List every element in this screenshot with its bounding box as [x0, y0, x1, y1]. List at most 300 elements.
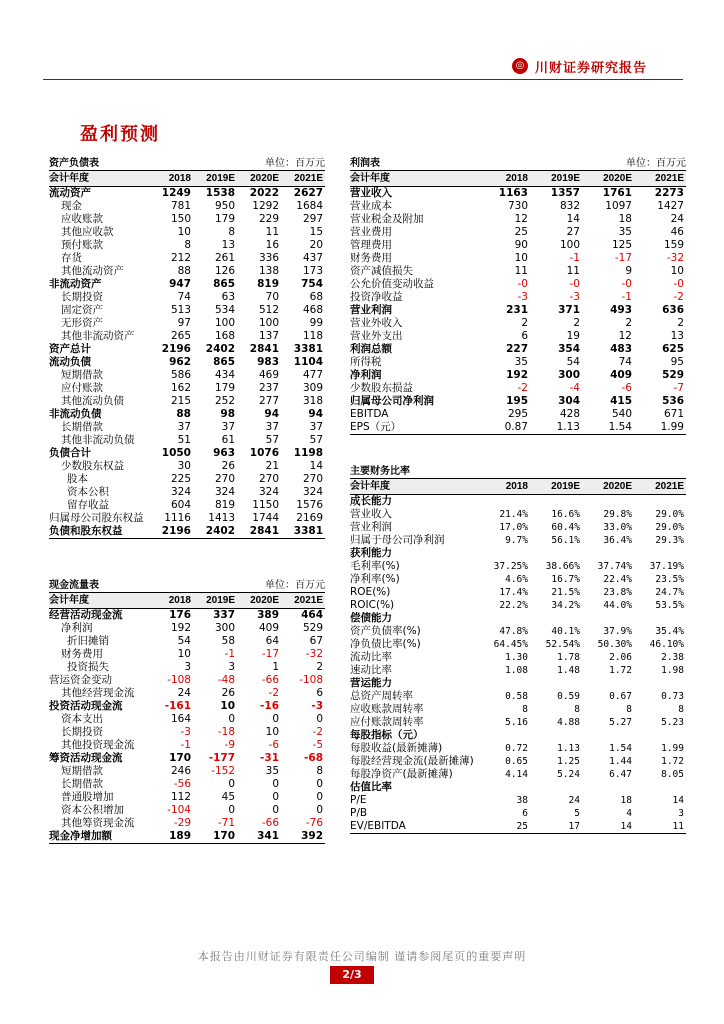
cell-value: [634, 612, 686, 625]
cell-value: 74: [618, 356, 632, 368]
brand-title: 川财证券研究报告: [535, 61, 648, 76]
cell-value: 8: [184, 239, 191, 251]
table-row: [49, 765, 325, 778]
cell-value: 100: [214, 317, 236, 329]
row-label: 营业费用: [350, 226, 392, 238]
cell-value: -0: [517, 278, 528, 290]
cell-value: 1.99: [661, 743, 684, 754]
cell-value: 2402: [193, 525, 237, 539]
cell-value: 8: [678, 704, 684, 715]
row-label: 非流动负债: [49, 408, 102, 420]
row-label: 财务费用: [350, 252, 392, 264]
table-row: [350, 278, 686, 291]
cell-value: 24: [568, 795, 580, 806]
section-title: 盈利预测: [80, 124, 160, 145]
table-row: [49, 778, 325, 791]
cell-value: 30: [177, 460, 191, 472]
table-row: [49, 395, 325, 408]
cell-value: 295: [507, 408, 528, 420]
cell-value: 1292: [252, 200, 280, 212]
table-row: [350, 330, 686, 343]
cell-value: 318: [302, 395, 324, 407]
cell-value: 336: [258, 252, 280, 264]
column-header-year: 2018: [149, 593, 193, 609]
row-label: 其他非流动资产: [61, 330, 135, 342]
cell-value: [478, 547, 530, 560]
table-unit: 单位：百万元: [237, 157, 325, 171]
cell-value: 17.4%: [499, 587, 528, 598]
cell-value: -108: [299, 674, 324, 686]
cell-value: 2273: [654, 187, 684, 199]
cell-value: 8: [626, 704, 632, 715]
cell-value: [478, 781, 530, 794]
row-label: 营业成本: [350, 200, 392, 212]
cell-value: 513: [170, 304, 191, 316]
cell-value: 865: [213, 278, 236, 290]
cell-value: 754: [301, 278, 324, 290]
column-header-label: 会计年度: [350, 479, 478, 495]
table-row: [350, 807, 686, 820]
row-label: 营运能力: [350, 677, 392, 689]
cell-value: 60.4%: [551, 522, 580, 533]
cell-value: 24: [177, 687, 191, 699]
table-row: [49, 791, 325, 804]
row-label: EBITDA: [350, 408, 389, 420]
table-title: 现金流量表: [49, 579, 237, 593]
cell-value: 819: [214, 499, 236, 511]
cell-value: 0: [272, 713, 280, 725]
cell-value: 1.30: [505, 652, 528, 663]
cell-value: 434: [214, 369, 236, 381]
cell-value: 5.24: [557, 769, 580, 780]
cell-value: 14: [566, 213, 580, 225]
header-divider: [43, 79, 683, 80]
cell-value: -29: [173, 817, 191, 829]
cell-value: 26: [221, 687, 236, 699]
column-header-year: 2020E: [582, 171, 634, 187]
cell-value: 100: [559, 239, 580, 251]
cell-value: 54: [566, 356, 580, 368]
row-label: 经营活动现金流: [49, 609, 123, 621]
cell-value: -1: [569, 252, 580, 264]
cell-value: 671: [663, 408, 684, 420]
table-row: [49, 447, 325, 460]
cell-value: 2841: [237, 525, 281, 539]
cell-value: 512: [258, 304, 280, 316]
row-label: 资本公积: [67, 486, 109, 498]
cell-value: 819: [257, 278, 280, 290]
cell-value: 428: [559, 408, 580, 420]
cell-value: 1116: [164, 512, 191, 524]
cell-value: 0: [272, 778, 280, 790]
cell-value: 88: [176, 408, 191, 420]
row-label: 净利润: [350, 369, 382, 381]
cell-value: [582, 547, 634, 560]
row-label: 营业外收入: [350, 317, 403, 329]
table-row: [49, 265, 325, 278]
cell-value: 17: [530, 820, 582, 834]
table-row: [350, 638, 686, 651]
cell-value: 176: [169, 609, 191, 621]
cell-value: 6: [521, 330, 528, 342]
cell-value: 13: [221, 239, 236, 251]
cell-value: [634, 677, 686, 690]
table-row: [350, 703, 686, 716]
cell-value: 0.73: [661, 691, 684, 702]
cell-value: 52.54%: [545, 639, 580, 650]
cell-value: -152: [211, 765, 236, 777]
row-label: 其他流动负债: [61, 395, 124, 407]
cell-value: 3381: [281, 525, 325, 539]
table-row: [49, 226, 325, 239]
cell-value: [582, 612, 634, 625]
row-label: 短期借款: [61, 765, 103, 777]
table-row: [350, 534, 686, 547]
cell-value: -1: [224, 648, 236, 660]
column-header-year: 2021E: [634, 171, 686, 187]
cell-value: 4.88: [557, 717, 580, 728]
row-label: 归属母公司股东权益: [49, 512, 144, 524]
cell-value: 12: [618, 330, 632, 342]
row-label: 营业收入: [350, 187, 392, 199]
cell-value: 24: [670, 213, 684, 225]
row-label: EV/EBITDA: [350, 820, 478, 834]
cell-value: 11: [566, 265, 580, 277]
cell-value: 0.72: [505, 743, 528, 754]
row-label: 股本: [67, 473, 88, 485]
cell-value: -16: [260, 700, 280, 712]
cell-value: 8: [316, 765, 324, 777]
cell-value: -76: [305, 817, 324, 829]
cell-value: 1104: [293, 356, 324, 368]
cell-value: 44.0%: [603, 600, 632, 611]
cell-value: 0.59: [557, 691, 580, 702]
table-row: [49, 369, 325, 382]
row-label: 现金: [61, 200, 82, 212]
table-row: [350, 508, 686, 521]
cell-value: [478, 677, 530, 690]
table-row: [350, 421, 686, 435]
row-label: 归属母公司净利润: [350, 395, 434, 407]
cell-value: 1576: [296, 499, 324, 511]
row-label: 偿债能力: [350, 612, 392, 624]
cell-value: -0: [673, 278, 684, 290]
cell-value: -3: [180, 726, 191, 738]
cell-value: [530, 677, 582, 690]
cell-value: 324: [170, 486, 191, 498]
cell-value: 90: [514, 239, 528, 251]
cell-value: 1.44: [609, 756, 632, 767]
cell-value: -48: [217, 674, 236, 686]
cell-value: -32: [666, 252, 684, 264]
cell-value: 2169: [296, 512, 324, 524]
cell-value: 529: [662, 369, 684, 381]
row-label: P/B: [350, 807, 368, 819]
row-label: 其他经营现金流: [61, 687, 135, 699]
cell-value: 23.8%: [603, 587, 632, 598]
table-row: [49, 252, 325, 265]
cell-value: 468: [302, 304, 324, 316]
cell-value: -5: [312, 739, 324, 751]
row-label: 应收账款: [61, 213, 103, 225]
table-row: [49, 187, 325, 201]
cell-value: 2: [625, 317, 632, 329]
cell-value: [582, 729, 634, 742]
cell-value: 3: [228, 661, 236, 673]
cell-value: 14: [672, 795, 684, 806]
cell-value: 126: [214, 265, 236, 277]
cell-value: 18: [620, 795, 632, 806]
table-row: [49, 674, 325, 687]
cell-value: 415: [610, 395, 632, 407]
cell-value: 625: [662, 343, 684, 355]
row-label: 资产负债率(%): [350, 625, 421, 637]
table-row: [350, 343, 686, 356]
table-row: [350, 586, 686, 599]
row-label: 营业利润: [350, 304, 392, 316]
cell-value: 37.19%: [649, 561, 684, 572]
cell-value: 99: [309, 317, 324, 329]
cell-value: 29.3%: [655, 535, 684, 546]
cell-value: 1.54: [582, 421, 634, 435]
column-header-year: 2021E: [281, 593, 325, 609]
cell-value: 58: [221, 635, 236, 647]
table-row: [49, 609, 325, 623]
column-header-year: 2019E: [530, 171, 582, 187]
row-label: EPS（元）: [350, 421, 478, 435]
cell-value: 2022: [249, 187, 280, 199]
cell-value: -3: [569, 291, 580, 303]
table-row: [49, 421, 325, 434]
cell-value: 1.25: [557, 756, 580, 767]
cell-value: 61: [221, 434, 236, 446]
table-row: [350, 625, 686, 638]
cell-value: 947: [169, 278, 191, 290]
cell-value: 29.0%: [655, 522, 684, 533]
row-label: 长期投资: [61, 726, 103, 738]
row-label: 所得税: [350, 356, 382, 368]
row-label: 应收账款周转率: [350, 703, 424, 715]
cell-value: 261: [214, 252, 236, 264]
row-label: 筹资活动现金流: [49, 752, 123, 764]
cell-value: 300: [558, 369, 580, 381]
table-row: [350, 239, 686, 252]
cell-value: -0: [621, 278, 632, 290]
row-label: 非流动资产: [49, 278, 102, 290]
row-label: 预付账款: [61, 239, 103, 251]
column-header-year: 2021E: [281, 171, 325, 187]
row-label: 速动比率: [350, 664, 392, 676]
cell-value: [634, 495, 686, 509]
cell-value: 64: [265, 635, 280, 647]
row-label: 总资产周转率: [350, 690, 413, 702]
cell-value: -1: [180, 739, 191, 751]
table-title: 利润表: [350, 157, 582, 171]
cell-value: -104: [167, 804, 191, 816]
cell-value: 2: [316, 661, 324, 673]
cell-value: 192: [170, 622, 191, 634]
cell-value: 13: [670, 330, 684, 342]
row-label: 流动资产: [49, 187, 91, 199]
table-row: [350, 716, 686, 729]
row-label: 折旧摊销: [67, 635, 109, 647]
cell-value: 409: [258, 622, 280, 634]
table-row: [350, 794, 686, 807]
cell-value: 16.6%: [551, 509, 580, 520]
cell-value: 1.13: [557, 743, 580, 754]
cell-value: 51: [177, 434, 191, 446]
row-label: 利润总额: [350, 343, 392, 355]
cell-value: 19: [566, 330, 580, 342]
cell-value: 270: [214, 473, 236, 485]
row-label: 短期借款: [61, 369, 103, 381]
cell-value: 1357: [550, 187, 580, 199]
cell-value: 27: [566, 226, 580, 238]
cell-value: 950: [214, 200, 236, 212]
table-row: [350, 768, 686, 781]
cell-value: 57: [265, 434, 280, 446]
cell-value: 100: [258, 317, 280, 329]
cell-value: [478, 495, 530, 509]
balance-sheet-table: [49, 157, 325, 539]
table-row: [49, 661, 325, 674]
row-label: 资本公积增加: [61, 804, 124, 816]
table-row: [350, 651, 686, 664]
row-label: 获利能力: [350, 547, 392, 559]
table-row: [350, 690, 686, 703]
cell-value: 94: [308, 408, 324, 420]
cell-value: 1.72: [609, 665, 632, 676]
cell-value: 212: [170, 252, 191, 264]
cell-value: -56: [173, 778, 191, 790]
cell-value: 37: [265, 421, 280, 433]
row-label: 资产减值损失: [350, 265, 413, 277]
table-unit: 单位：百万元: [582, 157, 686, 171]
cell-value: 22.4%: [603, 574, 632, 585]
cell-value: 162: [170, 382, 191, 394]
cell-value: -2: [268, 687, 280, 699]
cell-value: 50.30%: [597, 639, 632, 650]
cell-value: -66: [261, 817, 280, 829]
cash-flow-table: [49, 579, 325, 844]
table-row: [350, 356, 686, 369]
cell-value: 6.47: [609, 769, 632, 780]
table-row: [350, 664, 686, 677]
cell-value: 252: [214, 395, 236, 407]
cell-value: 1076: [249, 447, 280, 459]
cell-value: 74: [177, 291, 191, 303]
cell-value: 138: [258, 265, 280, 277]
table-row: [49, 343, 325, 356]
table-row: [350, 781, 686, 794]
cell-value: 33.0%: [603, 522, 632, 533]
row-label: 存货: [61, 252, 82, 264]
table-row: [350, 291, 686, 304]
cell-value: 1.72: [661, 756, 684, 767]
cell-value: 179: [214, 382, 236, 394]
cell-value: 125: [611, 239, 632, 251]
row-label: 毛利率(%): [350, 560, 400, 572]
table-row: [350, 213, 686, 226]
row-label: P/E: [350, 794, 367, 806]
column-header-year: 2019E: [193, 593, 237, 609]
cell-value: [530, 495, 582, 509]
cell-value: 2: [573, 317, 580, 329]
table-row: [49, 200, 325, 213]
cell-value: -68: [304, 752, 324, 764]
cell-value: 1198: [293, 447, 324, 459]
cell-value: 12: [514, 213, 528, 225]
cell-value: 118: [302, 330, 324, 342]
cell-value: 324: [258, 486, 280, 498]
row-label: 营业收入: [350, 508, 392, 520]
cell-value: -6: [621, 382, 632, 394]
cell-value: 215: [170, 395, 191, 407]
cell-value: -18: [217, 726, 236, 738]
cell-value: 237: [258, 382, 280, 394]
table-row: [350, 408, 686, 421]
table-row: [49, 525, 325, 539]
cell-value: 8: [522, 704, 528, 715]
table-row: [49, 622, 325, 635]
column-header-label: 会计年度: [350, 171, 478, 187]
table-row: [350, 612, 686, 625]
cell-value: 354: [558, 343, 580, 355]
cell-value: 150: [170, 213, 191, 225]
row-label: 净利润: [61, 622, 93, 634]
table-row: [350, 369, 686, 382]
cell-value: 477: [302, 369, 324, 381]
cell-value: 0: [228, 804, 236, 816]
cell-value: 17.0%: [499, 522, 528, 533]
column-header-label: 会计年度: [49, 171, 149, 187]
row-label: 其他流动资产: [61, 265, 124, 277]
cell-value: 10: [265, 726, 280, 738]
cell-value: 963: [213, 447, 236, 459]
cell-value: 9: [625, 265, 632, 277]
cell-value: 5.16: [505, 717, 528, 728]
row-label: 财务费用: [61, 648, 103, 660]
table-row: [350, 573, 686, 586]
cell-value: 1413: [208, 512, 236, 524]
cell-value: -32: [305, 648, 324, 660]
cell-value: 46: [670, 226, 684, 238]
cell-value: [634, 781, 686, 794]
cell-value: 1.99: [634, 421, 686, 435]
row-label: 投资净收益: [350, 291, 403, 303]
cell-value: 865: [213, 356, 236, 368]
cell-value: 189: [149, 830, 193, 844]
cell-value: 0.87: [478, 421, 530, 435]
row-label: 管理费用: [350, 239, 392, 251]
cell-value: 300: [214, 622, 236, 634]
cell-value: 94: [264, 408, 280, 420]
table-row: [350, 547, 686, 560]
cell-value: 389: [257, 609, 280, 621]
table-row: [49, 486, 325, 499]
cell-value: 0.58: [505, 691, 528, 702]
table-row: [49, 278, 325, 291]
chuancai-logo-icon: ◎: [512, 58, 528, 74]
cell-value: 392: [281, 830, 325, 844]
cell-value: -31: [260, 752, 280, 764]
cell-value: 227: [506, 343, 528, 355]
table-row: [350, 820, 686, 834]
cell-value: [478, 729, 530, 742]
table-row: [49, 739, 325, 752]
cell-value: 1150: [252, 499, 280, 511]
cell-value: 1427: [657, 200, 684, 212]
